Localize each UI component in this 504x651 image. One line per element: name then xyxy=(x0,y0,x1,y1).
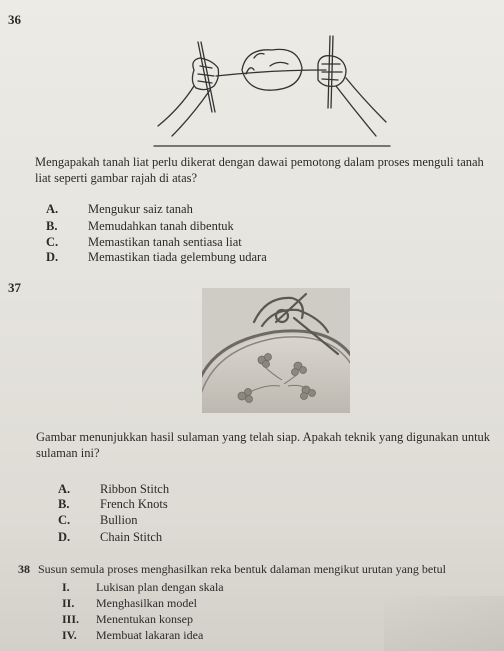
q38-item-3 xyxy=(62,612,193,627)
option-letter: B. xyxy=(58,497,70,511)
option-text: Bullion xyxy=(100,513,138,527)
q38-item-1 xyxy=(62,580,224,595)
option-letter: D. xyxy=(46,250,59,264)
option-text: French Knots xyxy=(100,497,168,511)
page-corner-shadow xyxy=(384,596,504,651)
option-text: Memastikan tanah sentiasa liat xyxy=(88,235,242,249)
roman-numeral: II. xyxy=(62,596,75,610)
item-text: Membuat lakaran idea xyxy=(96,628,204,642)
roman-numeral: III. xyxy=(62,612,80,626)
item-text: Menentukan konsep xyxy=(96,612,193,626)
embroidery-hoop-photo xyxy=(202,288,350,413)
option-text: Ribbon Stitch xyxy=(100,482,170,496)
q38-item-2 xyxy=(62,596,197,611)
q37-question-line1: Gambar menunjukkan hasil sulaman yang telah siap. Apakah teknik yang digunakan untuk xyxy=(36,430,491,444)
option-text: Chain Stitch xyxy=(100,530,163,544)
item-text: Menghasilkan model xyxy=(96,596,197,610)
q37-option-c[interactable] xyxy=(58,513,138,528)
q37-option-a[interactable] xyxy=(58,482,169,497)
option-text: Mengukur saiz tanah xyxy=(88,202,193,216)
q36-question-line2: liat seperti gambar rajah di atas? xyxy=(35,171,198,185)
option-text: Memastikan tiada gelembung udara xyxy=(88,250,267,264)
clay-wire-cutting-illustration xyxy=(150,30,395,152)
q37-option-d[interactable] xyxy=(58,530,162,545)
q38-number: 38 xyxy=(18,562,30,576)
option-text: Memudahkan tanah dibentuk xyxy=(88,219,234,233)
q36-option-c[interactable] xyxy=(46,235,242,250)
q36-option-a[interactable] xyxy=(46,202,193,217)
q36-option-b[interactable] xyxy=(46,219,234,234)
option-letter: C. xyxy=(46,235,59,249)
option-letter: D. xyxy=(58,530,71,544)
q36-option-d[interactable] xyxy=(46,250,267,265)
option-letter: A. xyxy=(46,202,59,216)
option-letter: B. xyxy=(46,219,58,233)
q37-number: 37 xyxy=(8,280,21,295)
item-text: Lukisan plan dengan skala xyxy=(96,580,224,594)
q36-question-line1: Mengapakah tanah liat perlu dikerat dengan dawai pemotong dalam proses menguli tanah xyxy=(35,155,484,169)
q37-option-b[interactable] xyxy=(58,497,168,512)
option-letter: A. xyxy=(58,482,71,496)
q37-question-line2: sulaman ini? xyxy=(36,446,100,460)
q38-question xyxy=(18,561,446,577)
option-letter: C. xyxy=(58,513,71,527)
roman-numeral: I. xyxy=(62,580,70,594)
roman-numeral: IV. xyxy=(62,628,77,642)
q38-question-text: Susun semula proses menghasilkan reka bentuk dalaman mengikut urutan yang betul xyxy=(38,562,446,576)
q38-item-4 xyxy=(62,628,203,643)
q36-number: 36 xyxy=(8,12,21,27)
